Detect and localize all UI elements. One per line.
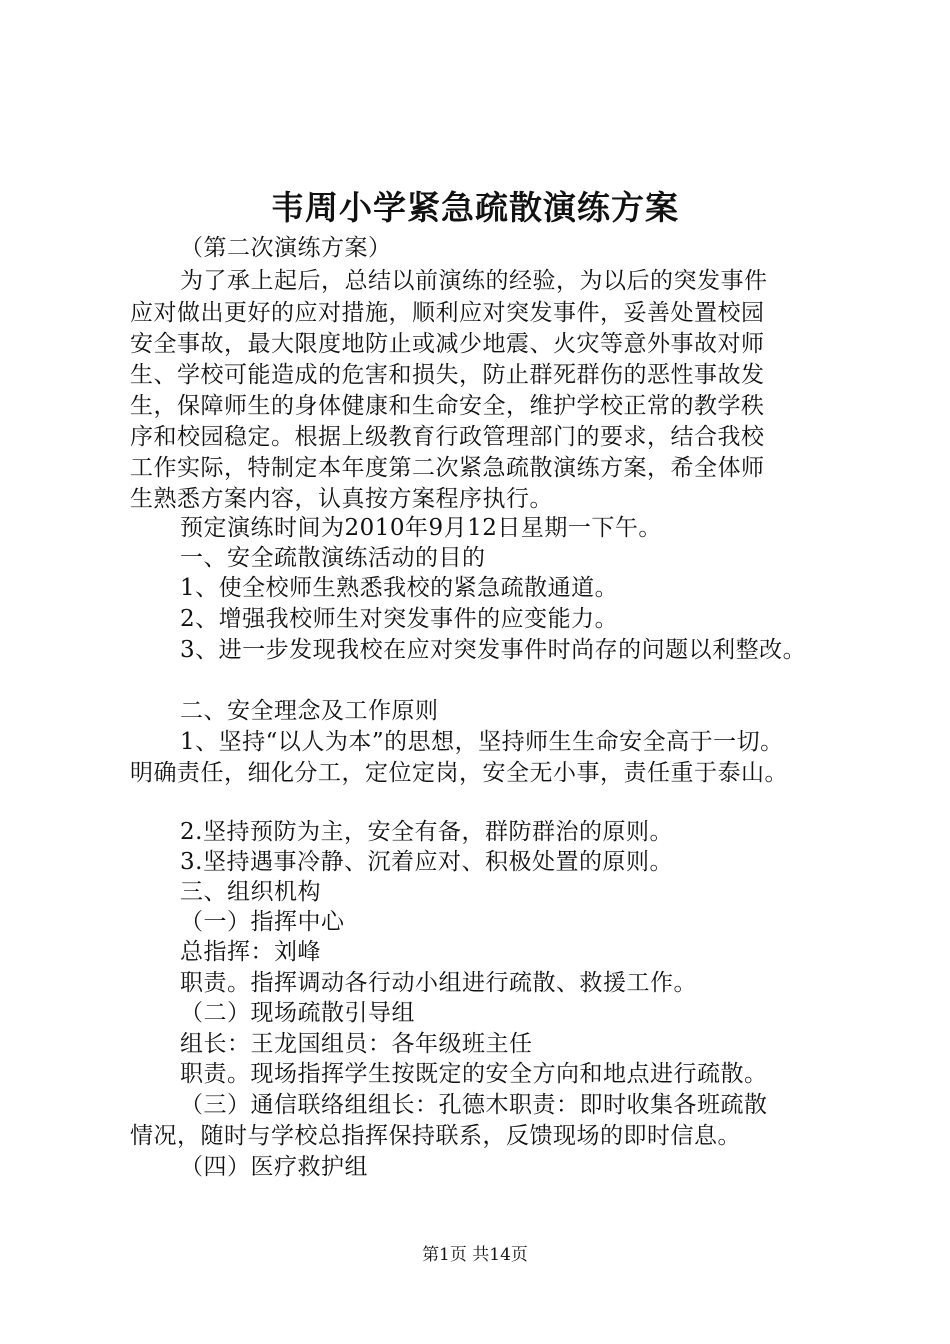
- paragraph-line: 情况，随时与学校总指挥保持联系，反馈现场的即时信息。: [130, 1123, 741, 1149]
- list-item: 2、增强我校师生对突发事件的应变能力。: [180, 606, 619, 632]
- paragraph-line: 工作实际，特制定本年度第二次紧急疏散演练方案，希全体师: [130, 455, 765, 481]
- list-item: 1、使全校师生熟悉我校的紧急疏散通道。: [180, 575, 619, 601]
- paragraph-line: 总指挥：刘峰: [180, 939, 321, 965]
- subsection-heading: （二）现场疏散引导组: [180, 1000, 415, 1026]
- paragraph-line: （三）通信联络组组长：孔德木职责：即时收集各班疏散: [180, 1092, 768, 1118]
- paragraph-line: 生、学校可能造成的危害和损失，防止群死群伤的恶性事故发: [130, 362, 765, 388]
- list-item: 1、坚持“以人为本”的思想，坚持师生生命安全高于一切。: [180, 729, 784, 755]
- page-footer: 第1页 共14页: [422, 1245, 528, 1265]
- document-title: 韦周小学紧急疏散演练方案: [271, 188, 679, 227]
- paragraph-line: 生，保障师生的身体健康和生命安全，维护学校正常的教学秩: [130, 393, 765, 419]
- subtitle-line: （第二次演练方案）: [180, 235, 392, 261]
- list-item: 3.坚持遇事冷静、沉着应对、积极处置的原则。: [180, 849, 673, 875]
- paragraph-line: 为了承上起后，总结以前演练的经验，为以后的突发事件: [180, 268, 768, 294]
- paragraph-line: 序和校园稳定。根据上级教育行政管理部门的要求，结合我校: [130, 424, 765, 450]
- subsection-heading: （四）医疗救护组: [180, 1154, 368, 1180]
- list-item: 3、进一步发现我校在应对突发事件时尚存的问题以利整改。: [180, 637, 807, 663]
- section-heading: 二、安全理念及工作原则: [180, 698, 439, 724]
- paragraph-line: 预定演练时间为2010年9月12日星期一下午。: [180, 515, 662, 541]
- paragraph-line: 职责。指挥调动各行动小组进行疏散、救援工作。: [180, 970, 697, 996]
- paragraph-line: 应对做出更好的应对措施，顺利应对突发事件，妥善处置校园: [130, 300, 765, 326]
- paragraph-line: 生熟悉方案内容，认真按方案程序执行。: [130, 486, 553, 512]
- subsection-heading: （一）指挥中心: [180, 909, 345, 935]
- section-heading: 一、安全疏散演练活动的目的: [180, 545, 486, 571]
- list-item: 2.坚持预防为主，安全有备，群防群治的原则。: [180, 819, 673, 845]
- section-heading: 三、组织机构: [180, 879, 321, 905]
- paragraph-line: 组长：王龙国组员：各年级班主任: [180, 1031, 533, 1057]
- paragraph-line: 明确责任，细化分工，定位定岗，安全无小事，责任重于泰山。: [130, 760, 788, 786]
- paragraph-line: 安全事故，最大限度地防止或减少地震、火灾等意外事故对师: [130, 331, 765, 357]
- paragraph-line: 职责。现场指挥学生按既定的安全方向和地点进行疏散。: [180, 1061, 768, 1087]
